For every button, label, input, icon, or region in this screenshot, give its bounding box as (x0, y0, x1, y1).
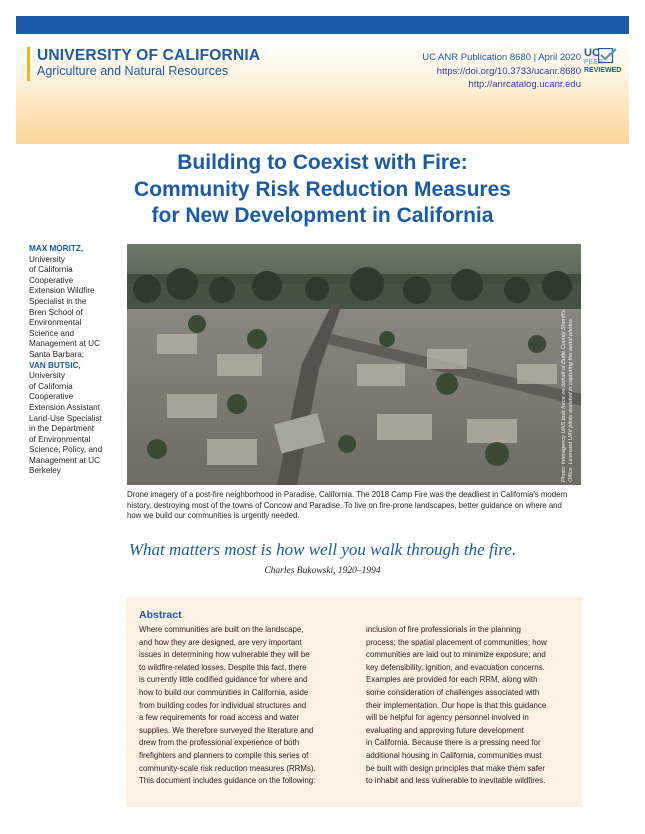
division-name: Agriculture and Natural Resources (37, 64, 229, 78)
affiliation-line: Extension Assistant (29, 402, 100, 412)
abstract-line: firefighters and planners to compile this series of (139, 750, 309, 760)
top-color-bar (16, 16, 629, 34)
abstract-heading: Abstract (139, 609, 182, 621)
catalog-link[interactable]: http://anrcatalog.ucanr.edu (468, 79, 581, 90)
author-affiliation (29, 255, 121, 361)
ucanr-logo (27, 47, 260, 81)
abstract-line: evaluating and approving future development (366, 725, 524, 735)
affiliation-line: of California (29, 265, 73, 275)
affiliation-line: Cooperative (29, 392, 74, 402)
affiliation-line: Santa Barbara; (29, 349, 85, 359)
abstract-line: additional housing in California, communities must (366, 750, 542, 760)
document-title (100, 150, 545, 230)
abstract-line: Where communities are built on the landscape, (139, 625, 304, 634)
abstract-column-left (139, 624, 351, 788)
abstract-line: community-scale risk reduction measures (RRMs). (139, 763, 316, 773)
abstract-line: some consideration of challenges associated with (366, 687, 540, 697)
abstract-line: communities are laid out to minimize exposure; and (366, 650, 546, 660)
checkmark-icon (598, 48, 618, 66)
credit-line: Office. Licensed UAV pilots assisted in capturing the aerial photos. (568, 317, 574, 482)
badge-uc: UC (584, 47, 600, 59)
badge-reviewed: REVIEWED (584, 67, 622, 74)
abstract-line: a few requirements for road access and water (139, 713, 300, 723)
abstract-line: and how they are designed, are very important (139, 637, 302, 647)
aerial-burned-neighborhood-photo (127, 244, 581, 485)
abstract-line: to inhabit and less vulnerable to inevitable wildfires. (366, 776, 546, 786)
abstract-line: drew from the professional experience of both (139, 738, 300, 748)
abstract-line: will be helpful for agency personnel involved in (366, 713, 529, 723)
abstract-line: issues in determining how vulnerable they will be (139, 650, 310, 660)
abstract-line: be built with design principles that make them safer (366, 763, 545, 773)
author-name: MAX MORITZ, (29, 244, 84, 253)
affiliation-line: Science, Policy, and (29, 445, 103, 455)
affiliation-line: of California (29, 381, 73, 391)
publication-number: UC ANR Publication 8680 | April 2020 (422, 52, 581, 63)
abstract-line: key defensibility, ignition, and evacuation concerns. (366, 662, 545, 672)
title-line: Building to Coexist with Fire: (177, 151, 468, 174)
abstract-column-right (366, 624, 578, 788)
title-line: Community Risk Reduction Measures (134, 177, 511, 201)
publication-info (422, 51, 581, 92)
affiliation-line: Science and (29, 328, 75, 338)
abstract-line: inclusion of fire professionals in the planning (366, 625, 521, 634)
affiliation-line: in the Department (29, 424, 95, 434)
quote-attribution: Charles Bukowski, 1920–1994 (264, 566, 381, 576)
affiliation-line: Environmental (29, 318, 82, 328)
author-affiliation (29, 371, 121, 477)
affiliation-line: Specialist in the (29, 296, 87, 306)
abstract-line: in California. Because there is a pressing need for (366, 738, 541, 748)
epigraph-quote: What matters most is how well you walk through the fire. (128, 540, 517, 559)
author-name: VAN BUTSIC, (29, 360, 81, 370)
photo-illustration (127, 244, 581, 485)
affiliation-line: Land-Use Specialist (29, 413, 102, 423)
peer-reviewed-badge (584, 48, 620, 80)
credit-line: Photo: Interagency UAS task force on behalf of Butte County Sheriff's (561, 309, 567, 482)
university-name: UNIVERSITY OF CALIFORNIA (37, 47, 261, 64)
affiliation-line: Bren School of (29, 307, 83, 317)
photo-caption (127, 490, 587, 522)
abstract-line: from building codes for individual structures and (139, 700, 307, 710)
abstract-line: to wildfire-related losses. Despite this fact, there (139, 662, 307, 672)
affiliation-line: Berkeley (29, 466, 61, 476)
affiliation-line: University (29, 371, 65, 381)
abstract-line: how to build our communities in California, aside (139, 687, 309, 697)
abstract-line: process; the spatial placement of communities; how (366, 637, 547, 647)
affiliation-line: Management at UC (29, 455, 100, 465)
badge-peer: PEER (584, 59, 604, 66)
abstract-line: their implementation. Our hope is that this guidance (366, 700, 547, 710)
title-line: for New Development in California (151, 204, 494, 227)
caption-line: history, destroying most of the towns of Concow and Paradise. To live on fire-prone landscapes, better guidance on where and (127, 500, 562, 510)
affiliation-line: Management at UC (29, 339, 100, 349)
affiliation-line: University (29, 254, 65, 264)
doi-link[interactable]: https://doi.org/10.3733/ucanr.8680 (436, 65, 581, 77)
caption-line: how we build our communities is urgently needed. (127, 511, 300, 521)
affiliation-line: of Environmental (29, 434, 91, 444)
affiliation-line: Extension Wildfire (29, 286, 95, 296)
photo-credit (555, 302, 581, 482)
affiliation-line: Cooperative (29, 275, 74, 285)
author-sidebar (29, 244, 121, 477)
caption-line: Drone imagery of a post-fire neighborhood in Paradise, California. The 2018 Camp Fire was the deadliest in California's modern (127, 490, 568, 499)
abstract-line: is currently little codified guidance for where and (139, 675, 308, 685)
abstract-line: supplies. We therefore surveyed the literature and (139, 725, 314, 735)
abstract-line: This document includes guidance on the following: (139, 776, 316, 786)
abstract-line: Examples are provided for each RRM, along with (366, 675, 538, 685)
